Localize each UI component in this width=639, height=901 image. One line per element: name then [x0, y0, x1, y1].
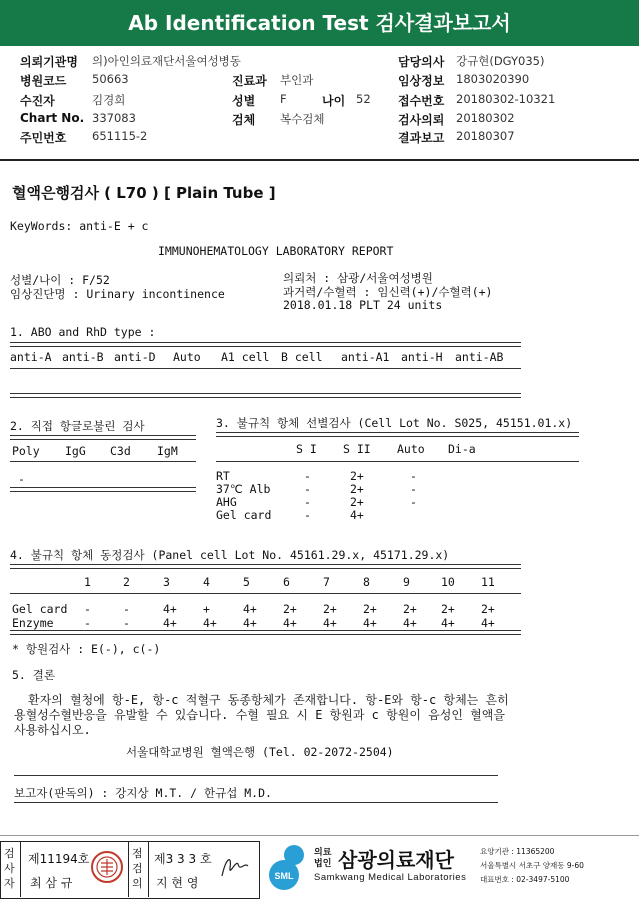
screening-top-rule: [216, 432, 579, 437]
screening-cell: -: [410, 495, 417, 509]
conclusion-line-1: 환자의 혈청에 항-E, 항-c 적혈구 동종항체가 존재합니다. 항-E와 항-c 항체는 흔히: [28, 693, 509, 707]
panel-cell: -: [84, 616, 91, 630]
abo-bottom-rule: [10, 393, 521, 398]
chart-no-value: 337083: [92, 111, 136, 125]
transfusion-record: 2018.01.18 PLT 24 units: [283, 298, 443, 312]
patient-name-value: 김경희: [92, 93, 126, 107]
panel-cell-number: 2: [123, 575, 130, 589]
antigen-test: * 항원검사 : E(-), c(-): [12, 642, 161, 656]
panel-cell: 4+: [163, 616, 177, 630]
panel-mid-rule: [10, 593, 521, 594]
panel-cell: 4+: [203, 616, 217, 630]
checker-license-no: 제3 3 3 호: [154, 852, 212, 866]
dat-mid-rule: [10, 461, 196, 462]
conclusion-line-2: 용혈성수혈반응을 유발할 수 있습니다. 수혈 필요 시 E 항원과 c 항원이 음성인 혈액을: [14, 708, 505, 722]
screening-mid-rule: [216, 461, 579, 462]
panel-cell: +: [203, 602, 210, 616]
transfusion-history: 과거력/수혈력 : 임신력(+)/수혈력(+): [283, 285, 493, 299]
screening-row-label: 37℃ Alb: [216, 482, 271, 496]
sml-logo-icon: [266, 844, 310, 894]
screening-cell: 2+: [350, 482, 364, 496]
dat-bottom-rule: [10, 487, 196, 492]
dat-column-header: Poly: [12, 444, 40, 458]
panel-cell: 2+: [363, 602, 377, 616]
conclusion-line-3: 사용하십시오.: [14, 723, 91, 737]
panel-cell-number: 4: [203, 575, 210, 589]
resident-no-label: 주민번호: [20, 131, 67, 145]
panel-cell: 4+: [283, 616, 297, 630]
screening-column-header: Di-a: [448, 442, 476, 456]
panel-cell: 4+: [403, 616, 417, 630]
dat-column-header: IgG: [65, 444, 86, 458]
panel-top-rule: [10, 564, 521, 569]
resident-no-value: 651115-2: [92, 129, 148, 143]
panel-cell-number: 10: [441, 575, 455, 589]
screening-column-header: S II: [343, 442, 371, 456]
panel-cell-number: 1: [84, 575, 91, 589]
hospital-code-label: 병원코드: [20, 74, 67, 88]
panel-cell: -: [123, 616, 130, 630]
panel-cell: 4+: [481, 616, 495, 630]
panel-cell: 2+: [481, 602, 495, 616]
footer-divider: [0, 835, 639, 836]
report-date-value: 20180307: [456, 129, 515, 143]
conclusion-title: 5. 결론: [12, 668, 55, 682]
logo-text: SML: [274, 871, 294, 881]
report-title: Ab Identification Test 검사결과보고서: [0, 0, 639, 46]
org-phone: 대표번호 : 02-3497-5100: [480, 875, 570, 884]
inspector-license-no: 제11194호: [28, 852, 90, 866]
screening-cell: 4+: [350, 508, 364, 522]
org-name: 삼광의료재단: [338, 848, 454, 872]
abo-column-header: anti-H: [401, 350, 443, 364]
abo-column-header: anti-B: [62, 350, 104, 364]
panel-cell: 4+: [441, 616, 455, 630]
panel-title: 4. 불규칙 항체 동정검사 (Panel cell Lot No. 45161.29.x, 45171.29.x): [10, 548, 450, 562]
receipt-no-value: 20180302-10321: [456, 92, 556, 106]
footer-sep-1: [20, 842, 21, 897]
patient-name-label: 수진자: [20, 94, 55, 108]
patient-diagnosis: 임상진단명 : Urinary incontinence: [10, 287, 225, 301]
panel-cell: 2+: [441, 602, 455, 616]
panel-cell-number: 3: [163, 575, 170, 589]
department-value: 부인과: [280, 73, 314, 87]
age-value: 52: [356, 92, 371, 106]
screening-row-label: AHG: [216, 495, 237, 509]
screening-title: 3. 불규칙 항체 선별검사 (Cell Lot No. S025, 45151.01.x): [216, 416, 573, 430]
institution-value: 의)아인의료재단서울여성병동: [92, 54, 241, 68]
panel-cell-number: 8: [363, 575, 370, 589]
panel-cell: 2+: [403, 602, 417, 616]
panel-cell-number: 5: [243, 575, 250, 589]
panel-cell: 4+: [323, 616, 337, 630]
abo-column-header: anti-AB: [455, 350, 504, 364]
panel-cell-number: 9: [403, 575, 410, 589]
reporter-top-rule: [14, 775, 498, 776]
abo-column-header: anti-A1: [341, 350, 390, 364]
checker-label: 점검의: [132, 847, 143, 890]
request-date-value: 20180302: [456, 111, 515, 125]
inspector-name: 최 삼 규: [30, 876, 73, 890]
hospital-code-value: 50663: [92, 72, 129, 86]
inspector-label: 검사자: [4, 847, 15, 890]
chart-no-label: Chart No.: [20, 111, 85, 125]
institution-code: 요양기관 : 11365200: [480, 847, 555, 856]
org-english-name: Samkwang Medical Laboratories: [314, 872, 467, 883]
panel-bottom-rule: [10, 630, 521, 635]
reporter: 보고자(판독의) : 강지상 M.T. / 한규섭 M.D.: [14, 786, 272, 800]
org-small-1: 의료: [314, 848, 332, 858]
institution-label: 의뢰기관명: [20, 55, 78, 69]
dat-title: 2. 직접 항글로불린 검사: [10, 419, 145, 433]
reporter-bottom-rule: [14, 802, 498, 803]
panel-row-label: Enzyme: [12, 616, 54, 630]
abo-column-header: B cell: [281, 350, 323, 364]
dat-column-header: C3d: [110, 444, 131, 458]
footer-sep-3: [148, 842, 149, 897]
panel-cell-number: 11: [481, 575, 495, 589]
request-date-label: 검사의뢰: [398, 113, 445, 127]
panel-cell: -: [84, 602, 91, 616]
dat-column-header: IgM: [157, 444, 178, 458]
abo-top-rule: [10, 342, 521, 347]
abo-mid-rule: [10, 368, 521, 369]
panel-cell: 2+: [323, 602, 337, 616]
panel-cell: -: [123, 602, 130, 616]
checker-name: 지 현 영: [156, 876, 199, 890]
department-label: 진료과: [232, 74, 267, 88]
dat-result: -: [18, 472, 25, 486]
panel-cell: 4+: [243, 616, 257, 630]
screening-row-label: Gel card: [216, 508, 272, 522]
panel-cell: 4+: [243, 602, 257, 616]
section-title: 혈액은행검사 ( L70 ) [ Plain Tube ]: [12, 184, 276, 202]
screening-cell: 2+: [350, 469, 364, 483]
panel-cell: 2+: [283, 602, 297, 616]
receipt-no-label: 접수번호: [398, 94, 445, 108]
requester: 의뢰처 : 삼광/서울여성병원: [283, 271, 433, 285]
screening-column-header: S I: [296, 442, 317, 456]
panel-cell: 4+: [363, 616, 377, 630]
signature-icon: [218, 850, 252, 884]
panel-cell-number: 6: [283, 575, 290, 589]
patient-sex-age: 성별/나이 : F/52: [10, 273, 110, 287]
sex-label: 성별: [232, 94, 256, 108]
screening-cell: -: [410, 469, 417, 483]
abo-column-header: A1 cell: [221, 350, 270, 364]
abo-column-header: Auto: [173, 350, 201, 364]
screening-cell: 2+: [350, 495, 364, 509]
screening-cell: -: [304, 495, 311, 509]
sex-value: F: [280, 92, 287, 106]
doctor-label: 담당의사: [398, 55, 445, 69]
abo-title: 1. ABO and RhD type :: [10, 325, 156, 339]
age-label: 나이: [322, 94, 346, 108]
dat-top-rule: [10, 435, 196, 440]
report-date-label: 결과보고: [398, 131, 445, 145]
panel-cell-number: 7: [323, 575, 330, 589]
clinical-info-label: 임상정보: [398, 74, 445, 88]
specimen-label: 검체: [232, 113, 256, 127]
org-address: 서울특별시 서초구 양재동 9-60: [480, 861, 584, 870]
clinical-info-value: 1803020390: [456, 72, 530, 86]
screening-cell: -: [410, 482, 417, 496]
panel-row-label: Gel card: [12, 602, 68, 616]
footer: [0, 838, 639, 901]
header-divider: [0, 159, 639, 161]
panel-cell: 4+: [163, 602, 177, 616]
specimen-value: 복수검체: [280, 112, 325, 126]
seal-icon: [90, 850, 124, 884]
screening-column-header: Auto: [397, 442, 425, 456]
footer-sep-2: [128, 842, 129, 897]
screening-row-label: RT: [216, 469, 230, 483]
blood-bank-contact: 서울대학교병원 혈액은행 (Tel. 02-2072-2504): [126, 745, 394, 759]
doctor-value: 강규현(DGY035): [456, 54, 545, 68]
keywords: KeyWords: anti-E + c: [10, 219, 149, 233]
abo-column-header: anti-D: [114, 350, 156, 364]
screening-cell: -: [304, 508, 311, 522]
screening-cell: -: [304, 469, 311, 483]
lab-report-title: IMMUNOHEMATOLOGY LABORATORY REPORT: [158, 244, 394, 258]
screening-cell: -: [304, 482, 311, 496]
abo-column-header: anti-A: [10, 350, 52, 364]
org-small-2: 법인: [314, 859, 332, 869]
